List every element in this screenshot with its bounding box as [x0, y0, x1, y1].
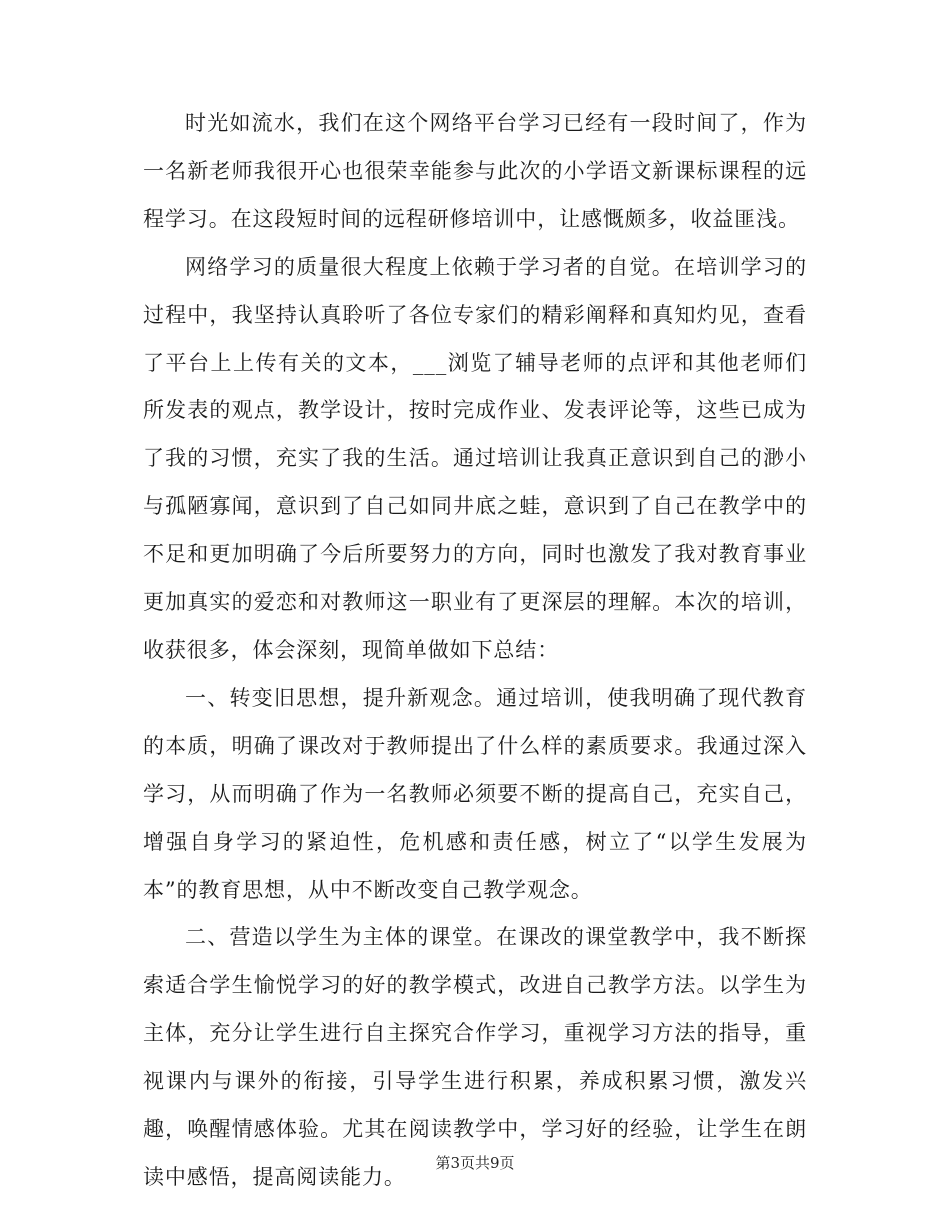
page-number-footer: 第3页共9页 — [435, 1154, 515, 1172]
body-text — [143, 100, 807, 1202]
paragraph-section-one: 一、转变旧思想，提升新观念。通过培训，使我明确了现代教育的本质，明确了课改对于教师提出了什么样的素质要求。我通过深入学习，从而明确了作为一名教师必须要不断的提高自己，充实自己，增强自身学习的紧迫性，危机感和责任感，树立了“以学生发展为本”的教育思想，从中不断改变自己教学观念。 — [143, 685, 807, 902]
paragraph-intro: 时光如流水，我们在这个网络平台学习已经有一段时间了，作为一名新老师我很开心也很荣幸能参与此次的小学语文新课标课程的远程学习。在这段短时间的远程研修培训中，让感慨颇多，收益匪浅。 — [143, 111, 807, 231]
paragraph-section-two: 二、营造以学生为主体的课堂。在课改的课堂教学中，我不断探索适合学生愉悦学习的好的教学模式，改进自己教学方法。以学生为主体，充分让学生进行自主探究合作学习，重视学习方法的指导，重视课内与课外的衔接，引导学生进行积累，养成积累习惯，激发兴趣，唤醒情感体验。尤其在阅读教学中，学习好的经验，让学生在朗读中感悟，提高阅读能力。 — [143, 925, 807, 1189]
paragraph-online-learning: 网络学习的质量很大程度上依赖于学习者的自觉。在培训学习的过程中，我坚持认真聆听了各位专家们的精彩阐释和真知灼见，查看了平台上上传有关的文本，___浏览了辅导老师的点评和其他老师们所发表的观点，教学设计，按时完成作业、发表评论等，这些已成为了我的习惯，充实了我的生活。通过培训让我真正意识到自己的渺小与孤陋寡闻，意识到了自己如同井底之蛙，意识到了自己在教学中的不足和更加明确了今后所要努力的方向，同时也激发了我对教育事业更加真实的爱恋和对教师这一职业有了更深层的理解。本次的培训，收获很多，体会深刻，现简单做如下总结： — [143, 254, 807, 662]
